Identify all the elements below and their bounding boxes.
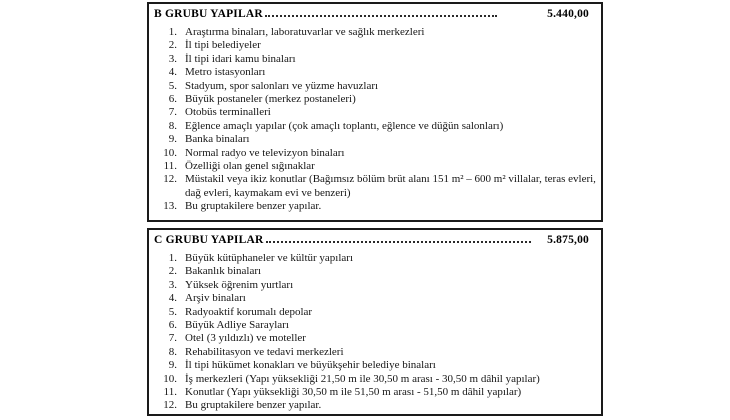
list-item	[149, 66, 601, 79]
building-list-c	[149, 252, 601, 413]
list-item	[149, 106, 601, 119]
item-number: 4.	[168, 292, 177, 305]
item-number: 11.	[163, 160, 177, 173]
item-number: 12.	[163, 399, 177, 412]
list-item	[149, 160, 601, 173]
item-text: Banka binaları	[185, 133, 250, 146]
section-value: 5.440,00	[547, 8, 589, 20]
list-item	[149, 200, 601, 213]
item-text: Yüksek öğrenim yurtları	[185, 278, 294, 291]
item-number: 13.	[163, 200, 177, 213]
section-b-grubu-yapilar	[147, 2, 603, 222]
list-item	[149, 373, 601, 386]
list-item	[149, 133, 601, 146]
item-text: Normal radyo ve televizyon binaları	[185, 146, 345, 159]
item-number: 6.	[168, 93, 177, 106]
item-number: 1.	[168, 26, 177, 38]
list-item	[149, 147, 601, 160]
list-item	[149, 279, 601, 292]
item-number: 12.	[163, 173, 177, 186]
list-item	[149, 399, 601, 412]
section-header	[149, 4, 601, 20]
list-item	[149, 53, 601, 66]
list-item	[149, 359, 601, 372]
item-number: 10.	[163, 372, 177, 385]
section-value: 5.875,00	[547, 234, 589, 246]
item-number: 7.	[168, 332, 177, 345]
item-number: 2.	[168, 39, 177, 52]
item-number: 9.	[168, 359, 177, 372]
item-text: İl tipi hükümet konakları ve büyükşehir belediye binaları	[185, 359, 436, 372]
item-number: 5.	[168, 79, 177, 92]
scanned-table	[147, 2, 603, 416]
item-number: 4.	[168, 66, 177, 79]
item-text: Bakanlık binaları	[185, 265, 262, 278]
list-item	[149, 319, 601, 332]
item-text: Radyoaktif korumalı depolar	[185, 305, 313, 318]
item-number: 6.	[168, 319, 177, 332]
item-number: 8.	[168, 345, 177, 358]
item-number: 3.	[168, 52, 177, 65]
item-number: 3.	[168, 278, 177, 291]
item-text: Otel (3 yıldızlı) ve moteller	[185, 332, 306, 345]
item-text: Özelliği olan genel sığınaklar	[185, 160, 315, 173]
item-number: 9.	[168, 133, 177, 146]
section-title: C GRUBU YAPILAR	[154, 234, 264, 246]
list-item	[149, 265, 601, 278]
dot-leader	[266, 241, 532, 243]
item-text: İş merkezleri (Yapı yüksekliği 21,50 m ile 30,50 m arası - 30,50 m dâhil yapılar)	[185, 372, 540, 385]
list-item	[149, 93, 601, 106]
item-text: Konutlar (Yapı yüksekliği 30,50 m ile 51,50 m arası - 51,50 m dâhil yapılar)	[185, 386, 522, 399]
list-item	[149, 386, 601, 399]
item-text: Arşiv binaları	[185, 292, 246, 305]
list-item	[149, 252, 601, 265]
item-text: Büyük Adliye Sarayları	[185, 319, 289, 332]
item-text: Rehabilitasyon ve tedavi merkezleri	[185, 345, 344, 358]
item-number: 8.	[168, 119, 177, 132]
list-item	[149, 39, 601, 52]
list-item	[149, 80, 601, 93]
section-c-grubu-yapilar	[147, 228, 603, 416]
item-number: 11.	[163, 386, 177, 399]
dot-leader	[265, 15, 497, 17]
item-number: 2.	[168, 265, 177, 278]
item-text: İl tipi idari kamu binaları	[185, 52, 296, 65]
item-text: Bu gruptakilere benzer yapılar.	[185, 200, 322, 213]
item-text: Müstakil veya ikiz konutlar (Bağımsız bölüm brüt alanı 151 m² – 600 m² villalar, teras evleri, dağ evleri, kaymakam evi ve benzeri)	[185, 173, 596, 199]
item-number: 5.	[168, 305, 177, 318]
item-text: Eğlence amaçlı yapılar (çok amaçlı toplantı, eğlence ve düğün salonları)	[185, 119, 504, 132]
section-title: B GRUBU YAPILAR	[154, 8, 263, 20]
item-text: Araştırma binaları, laboratuvarlar ve sağlık merkezleri	[185, 26, 425, 38]
item-text: Stadyum, spor salonları ve yüzme havuzları	[185, 79, 379, 92]
item-number: 10.	[163, 146, 177, 159]
item-text: Büyük kütüphaneler ve kültür yapıları	[185, 252, 354, 264]
item-number: 7.	[168, 106, 177, 119]
list-item	[149, 346, 601, 359]
list-item	[149, 173, 601, 200]
building-list-b	[149, 26, 601, 214]
list-item	[149, 26, 601, 39]
item-number: 1.	[168, 252, 177, 264]
item-text: Metro istasyonları	[185, 66, 266, 79]
item-text: Otobüs terminalleri	[185, 106, 271, 119]
item-text: Bu gruptakilere benzer yapılar.	[185, 399, 322, 412]
item-text: İl tipi belediyeler	[185, 39, 261, 52]
list-item	[149, 292, 601, 305]
list-item	[149, 306, 601, 319]
list-item	[149, 120, 601, 133]
section-header	[149, 230, 601, 246]
list-item	[149, 332, 601, 345]
item-text: Büyük postaneler (merkez postaneleri)	[185, 93, 356, 106]
